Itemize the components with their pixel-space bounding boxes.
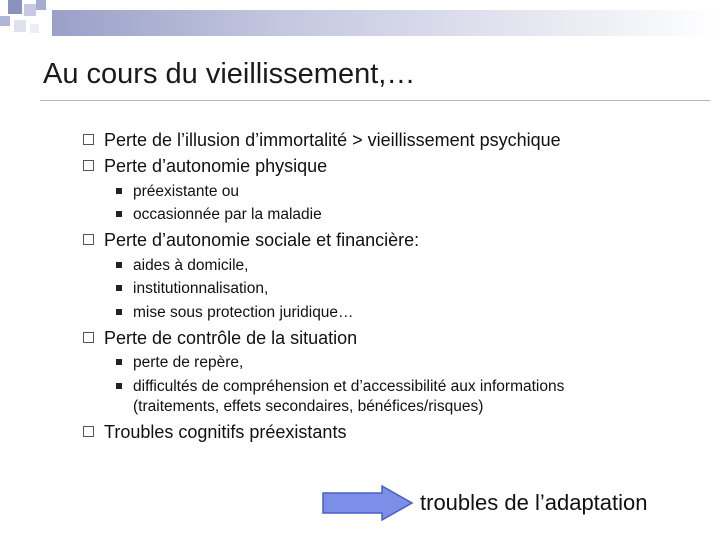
- filled-square-bullet-icon: [116, 383, 122, 389]
- sub-bullet-item: [133, 378, 564, 396]
- sub-bullet-item: [133, 280, 268, 298]
- title-divider: [40, 100, 710, 101]
- bullet-text: Perte de l’illusion d’immortalité > vieillissement psychique: [104, 130, 561, 150]
- filled-square-bullet-icon: [116, 359, 122, 365]
- sub-bullet-item: [133, 354, 243, 372]
- corner-decoration: [0, 0, 60, 40]
- filled-square-bullet-icon: [116, 285, 122, 291]
- sub-bullet-text: mise sous protection juridique…: [133, 304, 354, 321]
- filled-square-bullet-icon: [116, 188, 122, 194]
- right-arrow-icon: [322, 485, 414, 521]
- bullet-text: Perte de contrôle de la situation: [104, 328, 358, 348]
- sub-bullet-item: [133, 183, 239, 201]
- bullet-item: [104, 328, 357, 349]
- sub-bullet-text: institutionnalisation,: [133, 280, 269, 297]
- hollow-square-bullet-icon: [83, 426, 94, 437]
- sub-bullet-item: [133, 257, 248, 275]
- filled-square-bullet-icon: [116, 211, 122, 217]
- sub-bullet-text: difficultés de compréhension et d’accessibilité aux informations: [133, 378, 565, 395]
- bullet-text: Perte d’autonomie physique: [104, 156, 328, 176]
- sub-bullet-text: préexistante ou: [133, 183, 239, 200]
- conclusion-text: troubles de l’adaptation: [420, 490, 648, 515]
- sub-bullet-continuation: (traitements, effets secondaires, bénéfices/risques): [133, 398, 484, 415]
- bullet-item: [104, 156, 327, 177]
- hollow-square-bullet-icon: [83, 160, 94, 171]
- sub-bullet-text: perte de repère,: [133, 354, 244, 371]
- header-gradient-bar: [52, 10, 720, 36]
- bullet-item: [104, 230, 419, 251]
- bullet-item: [104, 422, 346, 443]
- sub-bullet-item: [133, 206, 322, 224]
- bullet-item: [104, 130, 561, 151]
- sub-bullet-item: [133, 304, 354, 322]
- filled-square-bullet-icon: [116, 262, 122, 268]
- filled-square-bullet-icon: [116, 309, 122, 315]
- sub-bullet-text: aides à domicile,: [133, 257, 249, 274]
- bullet-text: Perte d’autonomie sociale et financière:: [104, 230, 420, 250]
- hollow-square-bullet-icon: [83, 332, 94, 343]
- hollow-square-bullet-icon: [83, 134, 94, 145]
- sub-bullet-text: occasionnée par la maladie: [133, 206, 322, 223]
- bullet-text: Troubles cognitifs préexistants: [104, 422, 347, 442]
- slide-title: Au cours du vieillissement,…: [43, 58, 416, 90]
- hollow-square-bullet-icon: [83, 234, 94, 245]
